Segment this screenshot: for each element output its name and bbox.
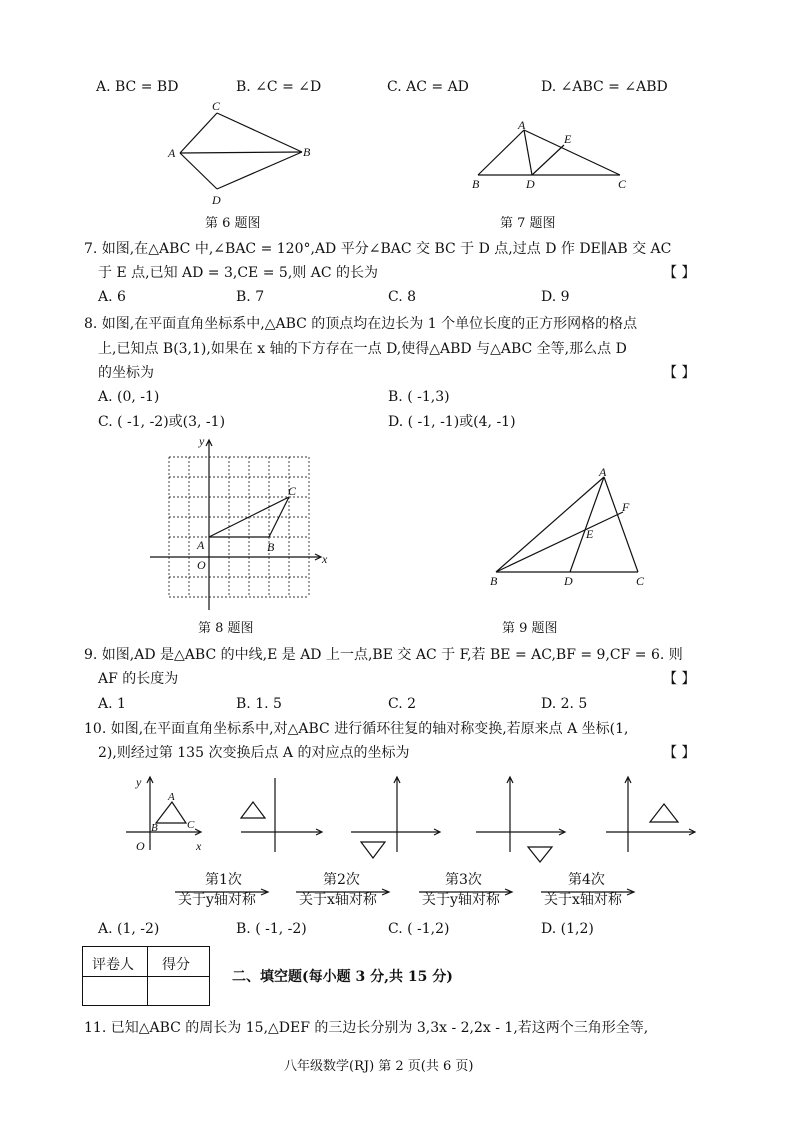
q10-axis-x: x xyxy=(196,839,202,853)
q9-label-f: F xyxy=(622,500,630,514)
q10-panel-step1 xyxy=(235,770,325,860)
q10-label-c: C xyxy=(187,819,195,831)
q7-option-d: D. 9 xyxy=(541,289,570,305)
q10-option-c: C. ( -1,2) xyxy=(388,921,450,937)
q7-text-line2: 于 E 点,已知 AD = 3,CE = 5,则 AC 的长为 xyxy=(98,265,378,281)
q6-option-a: A. BC = BD xyxy=(96,79,179,95)
q9-option-a: A. 1 xyxy=(98,696,126,712)
q10-step4-top: 第4次 xyxy=(568,872,605,888)
q8-axis-y: y xyxy=(199,434,205,448)
q10-answer-bracket[interactable]: 【 】 xyxy=(663,745,696,761)
q9-label-b: B xyxy=(490,574,498,588)
q7-label-d: D xyxy=(526,177,535,191)
q7-option-a: A. 6 xyxy=(98,289,126,305)
q10-label-a: A xyxy=(168,791,175,803)
q8-figure-caption: 第 8 题图 xyxy=(198,621,254,636)
q8-label-b: B xyxy=(267,540,275,554)
q7-option-c: C. 8 xyxy=(388,289,417,305)
q9-option-d: D. 2. 5 xyxy=(541,696,588,712)
q10-panel-step4 xyxy=(600,770,700,860)
q6-label-d: D xyxy=(212,193,221,207)
q11-text-line1: 11. 已知△ABC 的周长为 15,△DEF 的三边长分别为 3,3x - 2,2x - 1,若这两个三角形全等, xyxy=(84,1020,649,1036)
figure-q6 xyxy=(160,100,330,210)
q9-text-line2: AF 的长度为 xyxy=(98,671,179,687)
q9-figure-caption: 第 9 题图 xyxy=(502,621,558,636)
q9-label-e: E xyxy=(586,527,594,541)
q9-option-c: C. 2 xyxy=(388,696,417,712)
q6-label-a: A xyxy=(168,146,176,160)
q10-panel-step2 xyxy=(345,770,445,860)
figure-q7 xyxy=(468,118,638,193)
score-box-grader-label: 评卷人 xyxy=(92,957,134,973)
score-box-score-label: 得分 xyxy=(162,957,190,973)
q10-step1-top: 第1次 xyxy=(205,872,242,888)
q10-label-b: B xyxy=(151,822,158,834)
q7-label-a: A xyxy=(518,118,526,132)
q10-step1-bottom: 关于y轴对称 xyxy=(178,892,256,908)
q6-figure-caption: 第 6 题图 xyxy=(205,216,261,231)
q9-answer-bracket[interactable]: 【 】 xyxy=(663,671,696,687)
q6-option-b: B. ∠C = ∠D xyxy=(236,79,322,95)
q9-label-c: C xyxy=(636,574,645,588)
q9-label-a: A xyxy=(599,465,607,479)
q8-option-a: A. (0, -1) xyxy=(98,389,160,405)
q10-option-d: D. (1,2) xyxy=(541,921,594,937)
q8-option-d: D. ( -1, -1)或(4, -1) xyxy=(388,414,516,430)
q7-text-line1: 7. 如图,在△ABC 中,∠BAC = 120°,AD 平分∠BAC 交 BC 于 D 点,过点 D 作 DE∥AB 交 AC xyxy=(84,241,672,257)
q7-option-b: B. 7 xyxy=(236,289,265,305)
q8-label-c: C xyxy=(288,484,297,498)
q6-label-b: B xyxy=(303,145,311,159)
q10-step4-bottom: 关于x轴对称 xyxy=(544,892,622,908)
score-box xyxy=(82,946,210,1006)
q7-label-e: E xyxy=(564,132,572,146)
q8-option-b: B. ( -1,3) xyxy=(388,389,450,405)
q8-label-a: A xyxy=(197,538,205,552)
q10-text-line2: 2),则经过第 135 次变换后点 A 的对应点的坐标为 xyxy=(98,745,410,761)
q10-option-b: B. ( -1, -2) xyxy=(236,921,307,937)
q10-step3-top: 第3次 xyxy=(445,872,482,888)
section2-title: 二、填空题(每小题 3 分,共 15 分) xyxy=(232,969,453,985)
q6-option-c: C. AC = AD xyxy=(387,79,469,95)
q6-option-d: D. ∠ABC = ∠ABD xyxy=(541,79,668,95)
q10-panel-step3 xyxy=(470,770,570,860)
q8-answer-bracket[interactable]: 【 】 xyxy=(663,365,696,381)
q6-label-c: C xyxy=(212,99,221,113)
q10-text-line1: 10. 如图,在平面直角坐标系中,对△ABC 进行循环往复的轴对称变换,若原来点 A 坐标(1, xyxy=(84,721,629,737)
q10-axis-o: O xyxy=(136,839,145,853)
q10-option-a: A. (1, -2) xyxy=(98,921,160,937)
q10-panel-original xyxy=(120,770,210,860)
score-box-score-cell[interactable] xyxy=(148,977,210,1005)
q8-text-line1: 8. 如图,在平面直角坐标系中,△ABC 的顶点均在边长为 1 个单位长度的正方形网格的格点 xyxy=(84,316,638,332)
q7-label-c: C xyxy=(618,177,627,191)
figure-q8 xyxy=(145,435,335,615)
q9-label-d: D xyxy=(564,574,573,588)
q8-label-o: O xyxy=(197,558,206,572)
figure-q9 xyxy=(486,462,656,587)
q8-text-line3: 的坐标为 xyxy=(98,365,154,381)
q7-answer-bracket[interactable]: 【 】 xyxy=(663,265,696,281)
q9-option-b: B. 1. 5 xyxy=(236,696,282,712)
q10-axis-y: y xyxy=(136,775,142,789)
q8-axis-x: x xyxy=(322,552,328,566)
score-box-grader-cell[interactable] xyxy=(83,977,146,1005)
q8-option-c: C. ( -1, -2)或(3, -1) xyxy=(98,414,226,430)
q8-text-line2: 上,已知点 B(3,1),如果在 x 轴的下方存在一点 D,使得△ABD 与△ABC 全等,那么点 D xyxy=(98,341,627,357)
q10-step2-bottom: 关于x轴对称 xyxy=(299,892,377,908)
q7-label-b: B xyxy=(472,177,480,191)
page-footer: 八年级数学(RJ) 第 2 页(共 6 页) xyxy=(284,1059,474,1074)
q9-text-line1: 9. 如图,AD 是△ABC 的中线,E 是 AD 上一点,BE 交 AC 于 F,若 BE = AC,BF = 9,CF = 6. 则 xyxy=(84,647,683,663)
q10-step3-bottom: 关于y轴对称 xyxy=(422,892,500,908)
q7-figure-caption: 第 7 题图 xyxy=(500,216,556,231)
q10-step2-top: 第2次 xyxy=(323,872,360,888)
